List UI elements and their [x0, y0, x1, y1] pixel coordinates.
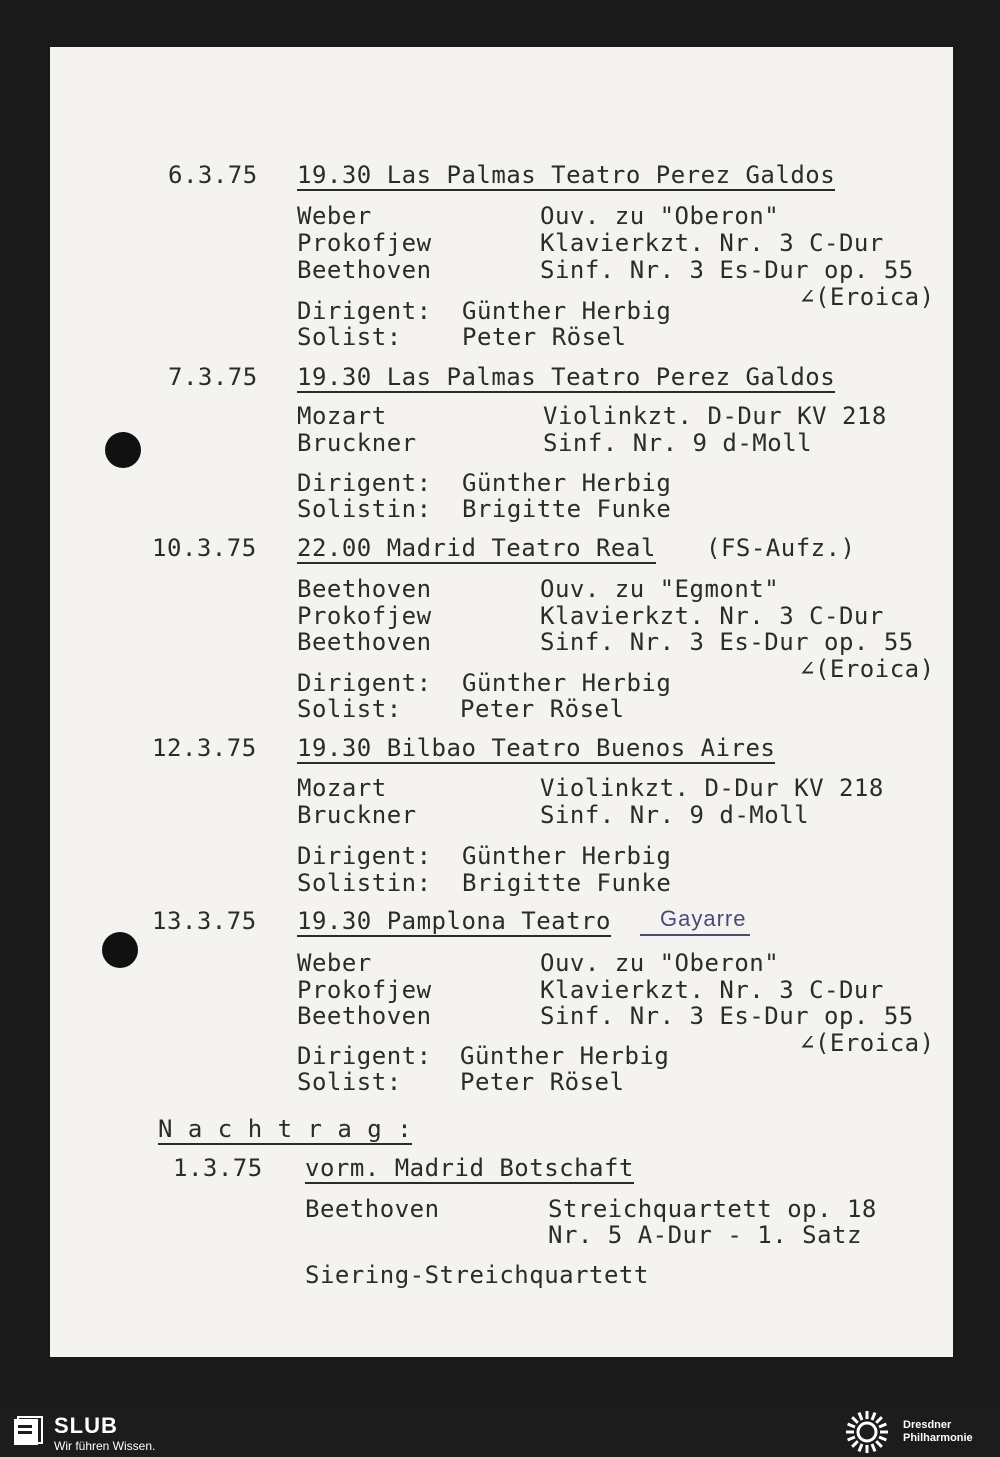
- footer-bar: [0, 1407, 1000, 1457]
- concert-headline: 22.00 Madrid Teatro Real: [297, 534, 656, 562]
- composer: Prokofjew: [297, 229, 432, 257]
- work-note: ∠(Eroica): [800, 283, 935, 311]
- library-tagline: Wir führen Wissen.: [54, 1439, 156, 1453]
- conductor-name: Günther Herbig: [462, 669, 672, 697]
- concert-date: 7.3.75: [168, 363, 258, 391]
- conductor-label: Dirigent:: [297, 669, 432, 697]
- work-line-2: Nr. 5 A-Dur - 1. Satz: [548, 1221, 862, 1249]
- soloist-label: Solistin:: [297, 869, 432, 897]
- conductor-name: Günther Herbig: [460, 1042, 670, 1070]
- slub-logo-icon: [12, 1415, 44, 1447]
- conductor-name: Günther Herbig: [462, 842, 672, 870]
- addendum-headline: vorm. Madrid Botschaft: [305, 1154, 634, 1182]
- composer: Prokofjew: [297, 602, 432, 630]
- partner-name: [903, 1419, 973, 1445]
- concert-headline: 19.30 Pamplona Teatro: [297, 907, 611, 935]
- conductor-name: Günther Herbig: [462, 297, 672, 325]
- work: Sinf. Nr. 3 Es-Dur op. 55: [540, 256, 914, 284]
- work: Ouv. zu "Oberon": [540, 949, 780, 977]
- composer: Mozart: [297, 774, 387, 802]
- work-note: ∠(Eroica): [800, 655, 935, 683]
- soloist-label: Solist:: [297, 323, 402, 351]
- concert-headline: 19.30 Las Palmas Teatro Perez Galdos: [297, 363, 836, 391]
- soloist-label: Solist:: [297, 695, 402, 723]
- work: Klavierkzt. Nr. 3 C-Dur: [540, 976, 884, 1004]
- composer: Beethoven: [297, 1002, 432, 1030]
- work: Klavierkzt. Nr. 3 C-Dur: [540, 229, 884, 257]
- soloist-name: Peter Rösel: [462, 323, 627, 351]
- punch-hole-bottom: [102, 932, 138, 968]
- philharmonie-logo-icon: [842, 1409, 892, 1455]
- ensemble-name: Siering-Streichquartett: [305, 1261, 649, 1289]
- punch-hole-top: [105, 432, 141, 468]
- composer: Bruckner: [297, 429, 417, 457]
- soloist-name: Brigitte Funke: [462, 495, 672, 523]
- conductor-label: Dirigent:: [297, 469, 432, 497]
- work: Sinf. Nr. 3 Es-Dur op. 55: [540, 628, 914, 656]
- concert-date: 10.3.75: [152, 534, 257, 562]
- addendum-heading: N a c h t r a g :: [158, 1115, 413, 1143]
- soloist-name: Peter Rösel: [460, 1068, 625, 1096]
- work: Sinf. Nr. 9 d-Moll: [543, 429, 813, 457]
- library-name: SLUB: [54, 1413, 118, 1438]
- work: Sinf. Nr. 3 Es-Dur op. 55: [540, 1002, 914, 1030]
- composer: Weber: [297, 949, 372, 977]
- composer: Prokofjew: [297, 976, 432, 1004]
- work: Violinkzt. D-Dur KV 218: [540, 774, 884, 802]
- composer: Beethoven: [297, 575, 432, 603]
- conductor-label: Dirigent:: [297, 1042, 432, 1070]
- concert-date: 6.3.75: [168, 161, 258, 189]
- concert-date: 12.3.75: [152, 734, 257, 762]
- composer: Mozart: [297, 402, 387, 430]
- composer: Weber: [297, 202, 372, 230]
- soloist-name: Brigitte Funke: [462, 869, 672, 897]
- work: Klavierkzt. Nr. 3 C-Dur: [540, 602, 884, 630]
- soloist-label: Solist:: [297, 1068, 402, 1096]
- work: Ouv. zu "Egmont": [540, 575, 780, 603]
- work: Ouv. zu "Oberon": [540, 202, 780, 230]
- soloist-name: Peter Rösel: [460, 695, 625, 723]
- concert-headline: 19.30 Bilbao Teatro Buenos Aires: [297, 734, 776, 762]
- conductor-label: Dirigent:: [297, 297, 432, 325]
- conductor-name: Günther Herbig: [462, 469, 672, 497]
- soloist-label: Solistin:: [297, 495, 432, 523]
- recording-note: (FS-Aufz.): [706, 534, 856, 562]
- addendum-date: 1.3.75: [173, 1154, 263, 1182]
- partner-name-line-1: Dresdner: [903, 1419, 952, 1431]
- handwritten-venue-name: Gayarre: [640, 906, 750, 936]
- composer: Beethoven: [297, 256, 432, 284]
- partner-name-line-2: Philharmonie: [903, 1432, 973, 1444]
- composer: Beethoven: [305, 1195, 440, 1223]
- concert-headline: 19.30 Las Palmas Teatro Perez Galdos: [297, 161, 836, 189]
- composer: Bruckner: [297, 801, 417, 829]
- composer: Beethoven: [297, 628, 432, 656]
- work-line-1: Streichquartett op. 18: [548, 1195, 877, 1223]
- work: Violinkzt. D-Dur KV 218: [543, 402, 887, 430]
- work: Sinf. Nr. 9 d-Moll: [540, 801, 810, 829]
- conductor-label: Dirigent:: [297, 842, 432, 870]
- work-note: ∠(Eroica): [800, 1029, 935, 1057]
- concert-date: 13.3.75: [152, 907, 257, 935]
